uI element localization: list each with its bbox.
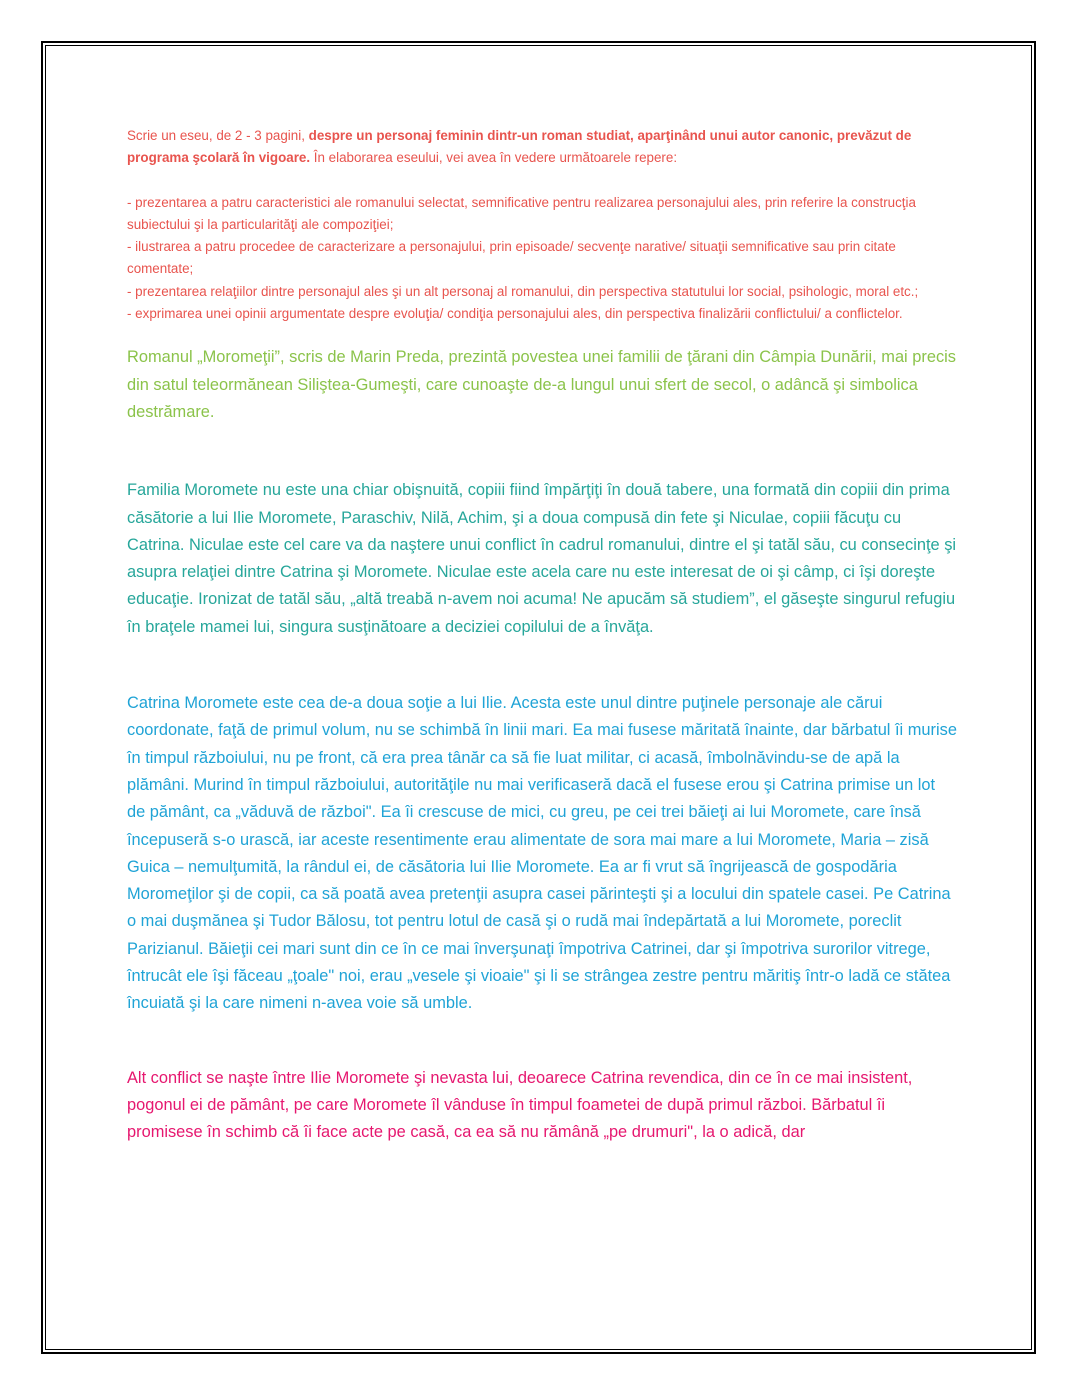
document-content bbox=[127, 125, 957, 1147]
paragraph-conflict: Alt conflict se naşte între Ilie Moromete şi nevasta lui, deoarece Catrina revendica, din ce în ce mai insistent, pogonul ei de pământ, pe care Moromete îl vânduse în timpul foametei de după primul război. Bărbatul îi promisese în schimb că îi face acte pe casă, ca ea să nu rămână „pe drumuri", la o adică, dar bbox=[127, 1068, 913, 1142]
requirements-list bbox=[127, 192, 957, 326]
prompt-intro: Scrie un eseu, de 2 - 3 pagini, bbox=[127, 128, 309, 143]
paragraph-intro: Romanul „Moromeţii”, scris de Marin Preda, prezintă povestea unei familii de ţărani din Câmpia Dunării, mai precis din satul teleormănean Siliştea-Gumeşti, care cunoaşte de-a lungul unui sfert de secol, o adâncă şi simbolica destrămare. bbox=[127, 348, 956, 421]
requirement-item: - prezentarea a patru caracteristici ale romanului selectat, semnificative pentru realizarea personajului ales, prin referire la construcţia subiectului şi la particularităţi ale compoziţiei; bbox=[127, 194, 916, 232]
requirement-item: - prezentarea relaţiilor dintre personajul ales şi un alt personaj al romanului, din perspectiva statutului lor social, psihologic, moral etc.; bbox=[127, 283, 919, 299]
essay-prompt bbox=[127, 125, 957, 170]
prompt-bold: despre un personaj feminin dintr-un roman studiat, aparţinând unui autor canonic, prevăzut de programa şcolară în vigoare. bbox=[127, 128, 912, 166]
paragraph-familie: Familia Moromete nu este una chiar obişnuită, copiii fiind împărţiţi în două tabere, una formată din copiii din prima căsătorie a lui Ilie Moromete, Paraschiv, Nilă, Achim, şi a doua compusă din fete şi Niculae, copiii făcuţu cu Catrina. Niculae este cel care va da naştere unui conflict în cadrul romanului, dintre el şi tatăl său, cu consecinţe şi asupra relaţiei dintre Catrina şi Moromete. Niculae este acela care nu este interesat de oi şi câmp, ci îşi doreşte educaţie. Ironizat de tatăl său, „altă treabă n-avem noi acuma! Ne apucăm să studiem”, el găseşte singurul refugiu în braţele mamei lui, singura susţinătoare a deciziei copilului de a învăţa. bbox=[127, 481, 957, 636]
prompt-end: În elaborarea eseului, vei avea în vedere următoarele repere: bbox=[310, 150, 678, 166]
requirement-item: - ilustrarea a patru procedee de caracterizare a personajului, prin episoade/ secvenţe narative/ situaţii semnificative sau prin citate comentate; bbox=[127, 239, 896, 277]
requirement-item: - exprimarea unei opinii argumentate despre evoluţia/ condiţia personajului ales, din perspectiva finalizării conflictului/ a conflictelor. bbox=[127, 306, 903, 322]
paragraph-catrina: Catrina Moromete este cea de-a doua soţie a lui Ilie. Acesta este unul dintre puţinele personaje ale cărui coordonate, faţă de primul volum, nu se schimbă în linii mari. Ea mai fusese măritată înainte, dar bărbatul îi murise în timpul războiului, nu pe front, că era prea tânăr ca să fie luat militar, ci acasă, îmbolnăvindu-se de apă la plămâni. Murind în timpul războiului, autorităţile nu mai verificaseră dacă el fusese erou şi Catrina primise un lot de pământ, ca „văduvă de război". Ea îi crescuse de mici, cu greu, pe cei trei băieţi ai lui Moromete, care însă începuseră s-o urască, iar aceste resentimente erau alimentate de sora mai mare a lui Moromete, Maria – zisă Guica – nemulţumită, la rândul ei, de căsătoria lui Ilie Moromete. Ea ar fi vrut să îngrijească de gospodăria Moromeţilor şi de copii, ca să poată avea pretenţii asupra casei părinteşti şi a locului din spatele casei. Pe Catrina o mai duşmănea şi Tudor Bălosu, tot pentru lotul de casă şi o rudă mai îndepărtată a lui Moromete, poreclit Parizianul. Băieţii cei mari sunt din ce în ce mai înverşunaţi împotriva Catrinei, dar şi împotriva surorilor vitrege, întrucât ele îşi făceau „ţoale" noi, erau „vesele şi vioaie" şi li se strângea zestre pentru măritiş într-o ladă ce stătea încuiată şi la care nimeni n-avea voie să umble. bbox=[127, 694, 957, 1013]
